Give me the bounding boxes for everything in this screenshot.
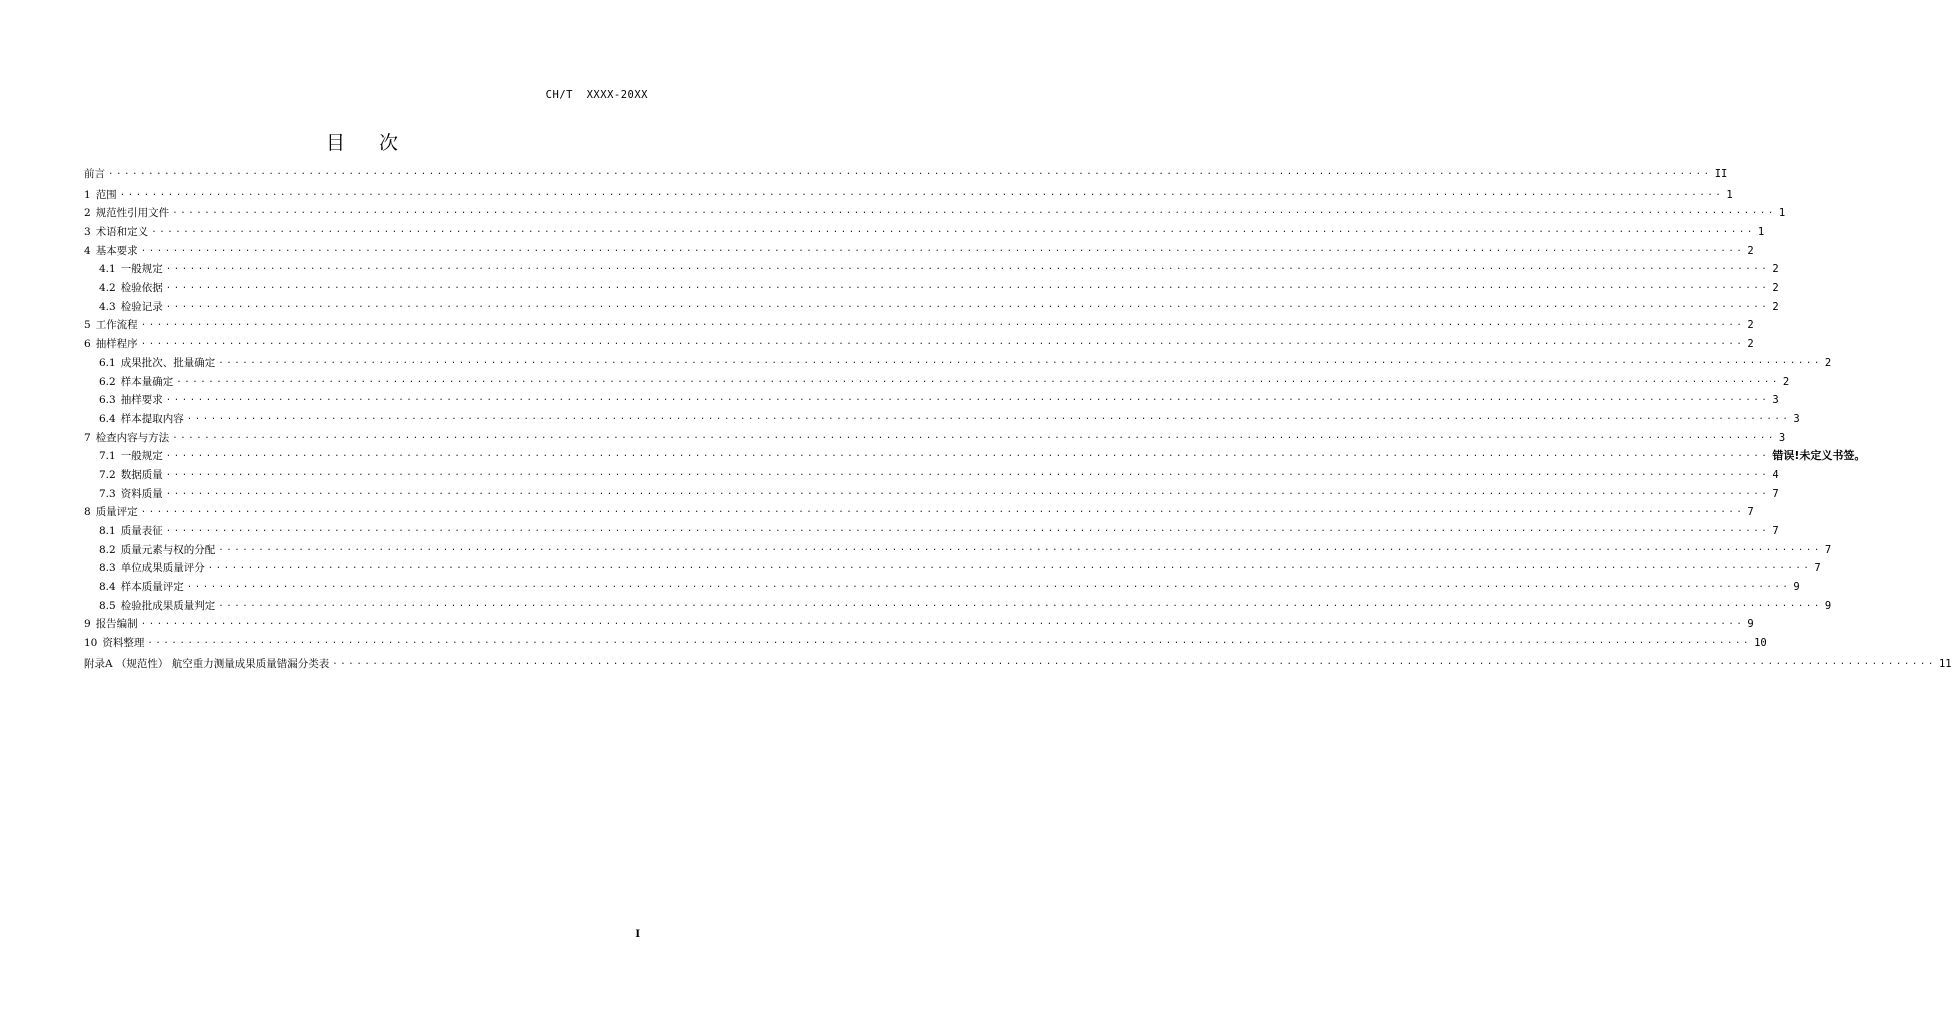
toc-entry-number: 1 (84, 188, 91, 201)
toc-entry-text: 一般规定 (120, 450, 163, 463)
toc-entry-text: 数据质量 (120, 468, 163, 481)
toc-entry-text: 范围 (95, 188, 117, 201)
toc-entry-text: 报告编制 (95, 618, 138, 631)
dot-leader: ........................................................................................................................................................................................................ (218, 355, 1822, 366)
dot-leader: ........................................................................................................................................................................................................ (176, 374, 1780, 385)
toc-entry-page: 7 (1824, 543, 1832, 556)
toc-entry-number: 4.2 (99, 282, 116, 295)
toc-entry-number: 10 (84, 637, 98, 650)
toc-entry-number: 8.1 (99, 525, 116, 538)
toc-entry-text: 工作流程 (95, 319, 138, 332)
toc-entry-number: 8.2 (99, 543, 116, 556)
toc-entry-page: 1 (1757, 226, 1765, 239)
toc-entry-text: 质量表征 (120, 525, 163, 538)
toc-entry-text: 样本量确定 (120, 375, 174, 388)
toc-entry-label (99, 410, 184, 429)
toc-entry-number: 7.1 (99, 450, 116, 463)
dot-leader: ........................................................................................................................................................................................................ (140, 617, 1745, 628)
toc-entry-label (99, 373, 173, 392)
toc-entry-text: 检查内容与方法 (95, 431, 170, 444)
toc-entry-page: 3 (1778, 431, 1786, 444)
toc-entry-number: 4.3 (99, 300, 116, 313)
dot-leader: ........................................................................................................................................................................................................ (165, 393, 1770, 404)
toc-entry-number: 8 (84, 506, 91, 519)
toc-entry-page: 9 (1793, 581, 1800, 594)
toc-entry-text: 成果批次、批量确定 (120, 356, 216, 369)
dot-leader: ........................................................................................................................................................................................................ (186, 580, 1791, 591)
dot-leader: ........................................................................................................................................................................................................ (172, 206, 1776, 217)
toc-entry-page: 2 (1747, 244, 1754, 257)
dot-leader: ........................................................................................................................................................................................................ (108, 166, 1712, 177)
toc-entry-label (99, 279, 163, 298)
footer-page-number: I (635, 929, 640, 940)
toc-entry-number: 8.3 (99, 562, 116, 575)
toc-entry-page: 7 (1747, 506, 1754, 519)
dot-leader: ........................................................................................................................................................................................................ (172, 430, 1776, 441)
dot-leader: ........................................................................................................................................................................................................ (151, 225, 1755, 236)
toc-entry-text: 前言 (84, 167, 105, 180)
toc-entry-number: 7 (84, 431, 91, 444)
toc-entry-label (84, 242, 138, 261)
toc-entry-page: 2 (1824, 356, 1832, 369)
dot-leader: ........................................................................................................................................................................................................ (165, 467, 1770, 478)
dot-leader: ........................................................................................................................................................................................................ (165, 524, 1770, 535)
dot-leader: ........................................................................................................................................................................................................ (207, 561, 1812, 572)
toc-entry-text: 基本要求 (95, 244, 138, 257)
dot-leader: ........................................................................................................................................................................................................ (165, 486, 1770, 497)
toc-entry-label (84, 186, 117, 205)
dot-leader: ........................................................................................................................................................................................................ (165, 262, 1770, 273)
toc-entry-page: 11 (1938, 657, 1952, 670)
toc-entry-page: 9 (1824, 599, 1832, 612)
toc-entry-number: 6 (84, 338, 91, 351)
toc-entry-label (84, 615, 138, 634)
toc-entry-label (84, 429, 169, 448)
toc-entry-label (84, 634, 144, 653)
toc-entry-label (84, 223, 148, 242)
toc-entry-text: 规范性引用文件 (95, 207, 170, 220)
toc-entry-text: 抽样要求 (120, 394, 163, 407)
toc-entry-text: 检验批成果质量判定 (120, 599, 216, 612)
toc-entry-number: 3 (84, 226, 91, 239)
toc-entry-page: 2 (1747, 338, 1754, 351)
toc-entry-text: 资料质量 (120, 487, 163, 500)
toc-entry-page: 10 (1754, 637, 1767, 650)
toc-entry-page: 2 (1747, 319, 1754, 332)
toc-entry-number: 6.3 (99, 394, 116, 407)
toc-entry-page: 2 (1782, 375, 1790, 388)
toc-entry-text: 样本质量评定 (120, 581, 184, 594)
toc-entry-page: 7 (1772, 487, 1779, 500)
toc-entry-text: 单位成果质量评分 (120, 562, 205, 575)
dot-leader: ........................................................................................................................................................................................................ (140, 318, 1745, 329)
toc-entry-number: 7.2 (99, 468, 116, 481)
toc-entry-text: 检验依据 (120, 282, 163, 295)
toc-entry-text: 检验记录 (120, 300, 163, 313)
toc-entry[interactable] (84, 634, 1767, 653)
toc-entry[interactable] (84, 655, 1952, 674)
toc-entry-number: 6.4 (99, 412, 116, 425)
toc-entry-label (84, 165, 105, 184)
toc-entry-number: 4 (84, 244, 91, 257)
toc-entry-page: 9 (1747, 618, 1754, 631)
toc-entry-text: 资料整理 (102, 637, 145, 650)
toc-entry-label (84, 655, 329, 674)
dot-leader: ........................................................................................................................................................................................................ (165, 449, 1770, 460)
toc-entry-number: 5 (84, 319, 91, 332)
toc-entry-text: 附录A （规范性） 航空重力测量成果质量错漏分类表 (84, 657, 330, 670)
toc-entry-page: 1 (1726, 188, 1733, 201)
toc-entry-page: 4 (1772, 468, 1779, 481)
toc-entry-number: 8.4 (99, 581, 116, 594)
dot-leader: ........................................................................................................................................................................................................ (140, 243, 1745, 254)
toc-entry-text: 一般规定 (120, 263, 163, 276)
toc-entry-label (99, 466, 163, 485)
toc-entry-number: 8.5 (99, 599, 116, 612)
dot-leader: ........................................................................................................................................................................................................ (165, 281, 1770, 292)
toc-entry-number: 9 (84, 618, 91, 631)
toc-entry-page: 错误!未定义书签。 (1772, 449, 1866, 463)
page-title: 目 次 (325, 132, 413, 154)
toc-entry-page: 2 (1772, 282, 1779, 295)
toc-entry-label (99, 541, 215, 560)
toc-entry-text: 术语和定义 (95, 226, 149, 239)
toc-entry-label (99, 578, 184, 597)
toc-entry-text: 抽样程序 (95, 338, 138, 351)
dot-leader: ........................................................................................................................................................................................................ (147, 636, 1752, 647)
dot-leader: ........................................................................................................................................................................................................ (218, 542, 1822, 553)
toc-entry-number: 6.1 (99, 356, 116, 369)
toc-entry-page: 7 (1772, 525, 1779, 538)
toc-entry-text: 质量评定 (95, 506, 138, 519)
toc-entry-number: 6.2 (99, 375, 116, 388)
toc-entry-page: 2 (1772, 263, 1779, 276)
toc-entry-number: 7.3 (99, 487, 116, 500)
table-of-contents (84, 165, 1952, 674)
toc-entry-label (99, 522, 163, 541)
toc-entry-text: 样本提取内容 (120, 412, 184, 425)
toc-entry-number: 4.1 (99, 263, 116, 276)
dot-leader: ........................................................................................................................................................................................................ (140, 337, 1745, 348)
toc-entry-page: 3 (1793, 412, 1800, 425)
dot-leader: ........................................................................................................................................................................................................ (186, 411, 1791, 422)
dot-leader: ........................................................................................................................................................................................................ (165, 299, 1770, 310)
dot-leader: ........................................................................................................................................................................................................ (218, 598, 1822, 609)
toc-entry-page: II (1714, 167, 1728, 180)
toc-entry-number: 2 (84, 207, 91, 220)
toc-entry-label (84, 316, 138, 335)
dot-leader: ........................................................................................................................................................................................................ (140, 505, 1745, 516)
toc-entry-label (99, 260, 163, 279)
standard-code: CH/T XXXX-20XX (545, 89, 648, 101)
toc-entry-page: 3 (1772, 394, 1779, 407)
toc-entry-page: 1 (1778, 207, 1786, 220)
toc-entry-label (84, 503, 138, 522)
toc-entry-page: 7 (1814, 562, 1821, 575)
dot-leader: ........................................................................................................................................................................................................ (332, 656, 1936, 667)
toc-entry-label (99, 391, 163, 410)
toc-entry-label (84, 335, 138, 354)
dot-leader: ........................................................................................................................................................................................................ (119, 187, 1724, 198)
toc-entry[interactable] (84, 165, 1728, 184)
toc-entry-text: 质量元素与权的分配 (120, 543, 216, 556)
toc-entry-label (99, 447, 163, 466)
toc-entry-page: 2 (1772, 300, 1779, 313)
